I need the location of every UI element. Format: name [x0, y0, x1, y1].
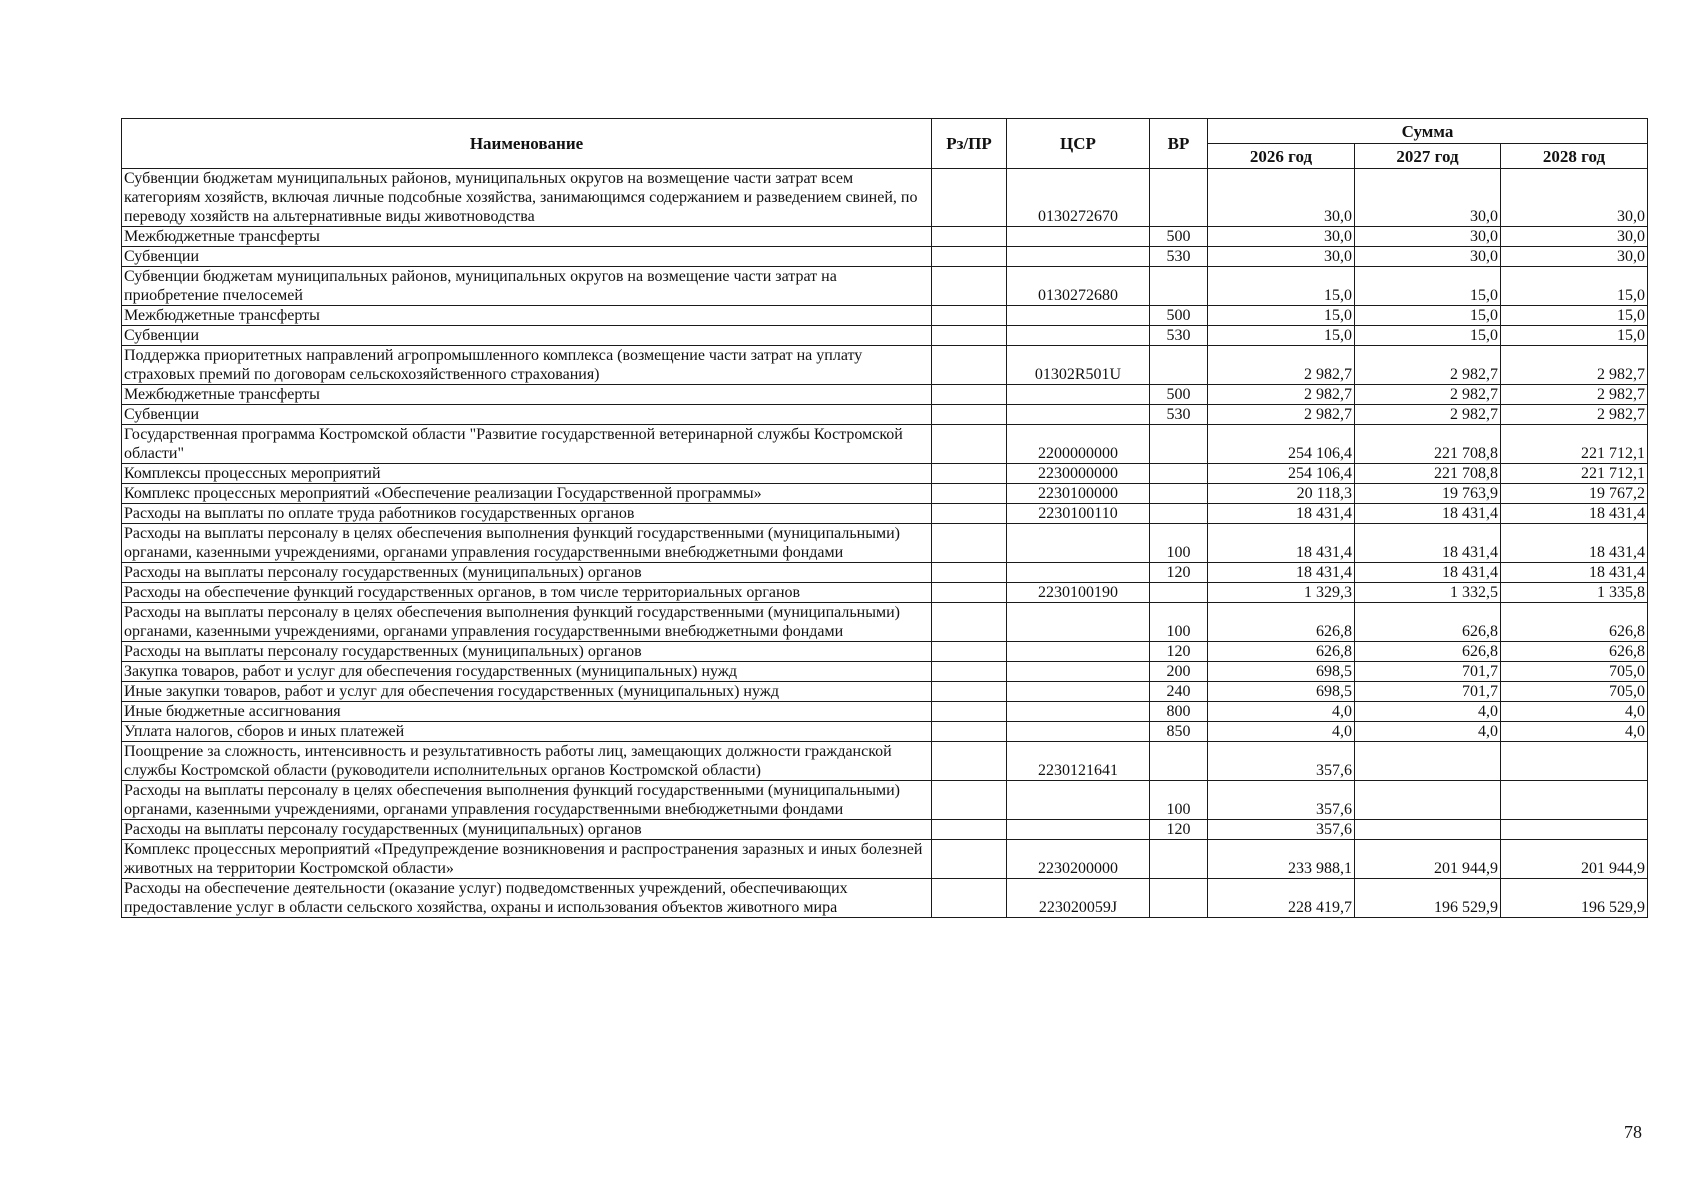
cell-amount-2027: 1 332,5	[1355, 583, 1501, 603]
cell-amount-2028: 15,0	[1501, 306, 1648, 326]
cell-csr	[1007, 385, 1150, 405]
cell-name: Субвенции	[122, 405, 932, 425]
cell-rz-pr	[932, 346, 1007, 385]
cell-amount-2026: 357,6	[1208, 781, 1355, 820]
cell-amount-2028: 626,8	[1501, 642, 1648, 662]
table-row	[122, 879, 1648, 918]
cell-vr: 500	[1150, 385, 1208, 405]
cell-rz-pr	[932, 385, 1007, 405]
cell-rz-pr	[932, 722, 1007, 742]
cell-csr	[1007, 306, 1150, 326]
table-row	[122, 267, 1648, 306]
cell-name: Уплата налогов, сборов и иных платежей	[122, 722, 932, 742]
cell-csr	[1007, 405, 1150, 425]
cell-name: Расходы на выплаты по оплате труда работников государственных органов	[122, 504, 932, 524]
cell-amount-2026: 626,8	[1208, 642, 1355, 662]
cell-vr: 500	[1150, 306, 1208, 326]
cell-csr: 2230100190	[1007, 583, 1150, 603]
cell-csr	[1007, 820, 1150, 840]
cell-rz-pr	[932, 326, 1007, 346]
cell-amount-2028: 19 767,2	[1501, 484, 1648, 504]
cell-amount-2026: 30,0	[1208, 227, 1355, 247]
cell-amount-2028	[1501, 820, 1648, 840]
header-year-2027: 2027 год	[1355, 144, 1501, 169]
cell-name: Поддержка приоритетных направлений агропромышленного комплекса (возмещение части затрат на уплату страховых премий по договорам сельскохозяйственного страхования)	[122, 346, 932, 385]
cell-amount-2026: 2 982,7	[1208, 346, 1355, 385]
cell-amount-2027: 2 982,7	[1355, 385, 1501, 405]
cell-amount-2026: 698,5	[1208, 682, 1355, 702]
cell-vr: 500	[1150, 227, 1208, 247]
cell-rz-pr	[932, 405, 1007, 425]
cell-amount-2028: 18 431,4	[1501, 563, 1648, 583]
cell-amount-2028: 201 944,9	[1501, 840, 1648, 879]
table-row	[122, 504, 1648, 524]
table-row	[122, 169, 1648, 227]
cell-name: Межбюджетные трансферты	[122, 385, 932, 405]
cell-amount-2028: 30,0	[1501, 169, 1648, 227]
cell-amount-2027: 15,0	[1355, 306, 1501, 326]
cell-rz-pr	[932, 306, 1007, 326]
cell-vr: 850	[1150, 722, 1208, 742]
cell-name: Закупка товаров, работ и услуг для обеспечения государственных (муниципальных) нужд	[122, 662, 932, 682]
cell-vr	[1150, 504, 1208, 524]
cell-amount-2028: 18 431,4	[1501, 524, 1648, 563]
cell-amount-2028: 2 982,7	[1501, 385, 1648, 405]
cell-amount-2027: 18 431,4	[1355, 524, 1501, 563]
cell-vr	[1150, 879, 1208, 918]
cell-amount-2026: 357,6	[1208, 742, 1355, 781]
cell-amount-2028: 221 712,1	[1501, 464, 1648, 484]
cell-amount-2027: 626,8	[1355, 642, 1501, 662]
cell-vr: 100	[1150, 524, 1208, 563]
header-year-2026: 2026 год	[1208, 144, 1355, 169]
cell-amount-2027: 15,0	[1355, 326, 1501, 346]
cell-amount-2027: 2 982,7	[1355, 405, 1501, 425]
table-row	[122, 346, 1648, 385]
table-row	[122, 662, 1648, 682]
cell-amount-2026: 2 982,7	[1208, 385, 1355, 405]
cell-rz-pr	[932, 840, 1007, 879]
cell-rz-pr	[932, 682, 1007, 702]
cell-csr	[1007, 781, 1150, 820]
cell-vr: 120	[1150, 820, 1208, 840]
cell-amount-2026: 15,0	[1208, 326, 1355, 346]
cell-amount-2026: 30,0	[1208, 247, 1355, 267]
cell-amount-2027: 19 763,9	[1355, 484, 1501, 504]
cell-rz-pr	[932, 879, 1007, 918]
table-row	[122, 464, 1648, 484]
table-row	[122, 227, 1648, 247]
cell-csr: 01302R501U	[1007, 346, 1150, 385]
cell-amount-2026: 1 329,3	[1208, 583, 1355, 603]
cell-amount-2027: 221 708,8	[1355, 425, 1501, 464]
cell-csr	[1007, 642, 1150, 662]
cell-amount-2026: 2 982,7	[1208, 405, 1355, 425]
cell-amount-2026: 15,0	[1208, 306, 1355, 326]
cell-csr: 2230200000	[1007, 840, 1150, 879]
cell-amount-2028: 705,0	[1501, 662, 1648, 682]
table-row	[122, 425, 1648, 464]
cell-rz-pr	[932, 267, 1007, 306]
cell-csr	[1007, 603, 1150, 642]
cell-csr: 2230000000	[1007, 464, 1150, 484]
cell-amount-2027: 626,8	[1355, 603, 1501, 642]
cell-amount-2027: 30,0	[1355, 247, 1501, 267]
cell-vr	[1150, 484, 1208, 504]
cell-rz-pr	[932, 781, 1007, 820]
cell-amount-2027	[1355, 781, 1501, 820]
cell-rz-pr	[932, 563, 1007, 583]
cell-amount-2028: 30,0	[1501, 247, 1648, 267]
table-row	[122, 563, 1648, 583]
cell-amount-2026: 254 106,4	[1208, 464, 1355, 484]
cell-name: Расходы на обеспечение функций государственных органов, в том числе территориальных органов	[122, 583, 932, 603]
cell-vr: 120	[1150, 642, 1208, 662]
cell-rz-pr	[932, 642, 1007, 662]
cell-rz-pr	[932, 504, 1007, 524]
cell-csr: 2230121641	[1007, 742, 1150, 781]
cell-rz-pr	[932, 425, 1007, 464]
cell-amount-2027: 30,0	[1355, 227, 1501, 247]
cell-csr: 2200000000	[1007, 425, 1150, 464]
cell-vr	[1150, 267, 1208, 306]
table-row	[122, 820, 1648, 840]
table-row	[122, 405, 1648, 425]
table-row	[122, 583, 1648, 603]
cell-name: Субвенции бюджетам муниципальных районов, муниципальных округов на возмещение части затрат на приобретение пчелосемей	[122, 267, 932, 306]
cell-vr	[1150, 583, 1208, 603]
cell-amount-2028: 15,0	[1501, 267, 1648, 306]
cell-csr	[1007, 247, 1150, 267]
cell-csr: 2230100000	[1007, 484, 1150, 504]
cell-amount-2026: 18 431,4	[1208, 563, 1355, 583]
cell-amount-2028: 221 712,1	[1501, 425, 1648, 464]
cell-vr: 240	[1150, 682, 1208, 702]
cell-vr: 530	[1150, 247, 1208, 267]
cell-rz-pr	[932, 169, 1007, 227]
cell-name: Иные закупки товаров, работ и услуг для обеспечения государственных (муниципальных) нужд	[122, 682, 932, 702]
cell-rz-pr	[932, 662, 1007, 682]
header-row-top	[122, 119, 1648, 144]
table-row	[122, 603, 1648, 642]
header-vr: ВР	[1150, 119, 1208, 169]
cell-amount-2028: 4,0	[1501, 722, 1648, 742]
table-row	[122, 385, 1648, 405]
cell-rz-pr	[932, 603, 1007, 642]
cell-csr	[1007, 563, 1150, 583]
cell-vr: 800	[1150, 702, 1208, 722]
cell-csr	[1007, 524, 1150, 563]
cell-amount-2026: 20 118,3	[1208, 484, 1355, 504]
cell-rz-pr	[932, 227, 1007, 247]
cell-amount-2026: 228 419,7	[1208, 879, 1355, 918]
cell-csr	[1007, 662, 1150, 682]
cell-rz-pr	[932, 247, 1007, 267]
cell-amount-2028: 2 982,7	[1501, 405, 1648, 425]
header-rz-pr: Рз/ПР	[932, 119, 1007, 169]
cell-amount-2028: 196 529,9	[1501, 879, 1648, 918]
page-number: 78	[1624, 1122, 1642, 1142]
budget-table	[121, 118, 1648, 918]
cell-amount-2027: 221 708,8	[1355, 464, 1501, 484]
cell-name: Комплекс процессных мероприятий «Предупреждение возникновения и распространения заразных и иных болезней животных на территории Костромской области»	[122, 840, 932, 879]
cell-name: Иные бюджетные ассигнования	[122, 702, 932, 722]
cell-amount-2026: 18 431,4	[1208, 524, 1355, 563]
cell-name: Расходы на выплаты персоналу государственных (муниципальных) органов	[122, 642, 932, 662]
cell-amount-2027	[1355, 820, 1501, 840]
cell-rz-pr	[932, 484, 1007, 504]
cell-name: Расходы на обеспечение деятельности (оказание услуг) подведомственных учреждений, обеспечивающих предоставление услуг в области сельского хозяйства, охраны и использования объектов животного мира	[122, 879, 932, 918]
table-row	[122, 247, 1648, 267]
cell-amount-2027	[1355, 742, 1501, 781]
cell-csr: 2230100110	[1007, 504, 1150, 524]
cell-name: Расходы на выплаты персоналу в целях обеспечения выполнения функций государственными (муниципальными) органами, казенными учреждениями, органами управления государственными внебюджетными фондами	[122, 524, 932, 563]
cell-vr	[1150, 169, 1208, 227]
cell-name: Комплекс процессных мероприятий «Обеспечение реализации Государственной программы»	[122, 484, 932, 504]
cell-vr	[1150, 742, 1208, 781]
cell-name: Государственная программа Костромской области "Развитие государственной ветеринарной службы Костромской области"	[122, 425, 932, 464]
cell-csr	[1007, 722, 1150, 742]
cell-name: Расходы на выплаты персоналу государственных (муниципальных) органов	[122, 820, 932, 840]
cell-amount-2026: 626,8	[1208, 603, 1355, 642]
cell-name: Субвенции бюджетам муниципальных районов, муниципальных округов на возмещение части затрат всем категориям хозяйств, включая личные подсобные хозяйства, занимающимся содержанием и разведением свиней, по переводу хозяйств на альтернативные виды животноводства	[122, 169, 932, 227]
cell-amount-2027: 196 529,9	[1355, 879, 1501, 918]
table-row	[122, 642, 1648, 662]
header-csr: ЦСР	[1007, 119, 1150, 169]
cell-vr: 100	[1150, 603, 1208, 642]
cell-rz-pr	[932, 524, 1007, 563]
cell-csr: 223020059J	[1007, 879, 1150, 918]
table-row	[122, 781, 1648, 820]
cell-name: Поощрение за сложность, интенсивность и результативность работы лиц, замещающих должности гражданской службы Костромской области (руководители исполнительных органов Костромской области)	[122, 742, 932, 781]
cell-vr	[1150, 464, 1208, 484]
cell-name: Межбюджетные трансферты	[122, 306, 932, 326]
cell-name: Расходы на выплаты персоналу государственных (муниципальных) органов	[122, 563, 932, 583]
table-row	[122, 682, 1648, 702]
cell-amount-2026: 4,0	[1208, 702, 1355, 722]
cell-amount-2027: 701,7	[1355, 682, 1501, 702]
cell-vr: 530	[1150, 326, 1208, 346]
cell-amount-2028: 1 335,8	[1501, 583, 1648, 603]
cell-amount-2026: 18 431,4	[1208, 504, 1355, 524]
cell-amount-2027: 701,7	[1355, 662, 1501, 682]
table-row	[122, 326, 1648, 346]
cell-rz-pr	[932, 583, 1007, 603]
cell-name: Расходы на выплаты персоналу в целях обеспечения выполнения функций государственными (муниципальными) органами, казенными учреждениями, органами управления государственными внебюджетными фондами	[122, 781, 932, 820]
cell-name: Субвенции	[122, 326, 932, 346]
cell-amount-2028: 4,0	[1501, 702, 1648, 722]
header-year-2028: 2028 год	[1501, 144, 1648, 169]
table-row	[122, 484, 1648, 504]
cell-vr: 200	[1150, 662, 1208, 682]
cell-amount-2028: 30,0	[1501, 227, 1648, 247]
cell-csr: 0130272680	[1007, 267, 1150, 306]
table-row	[122, 306, 1648, 326]
table-row	[122, 702, 1648, 722]
cell-amount-2026: 357,6	[1208, 820, 1355, 840]
cell-amount-2028	[1501, 742, 1648, 781]
cell-vr	[1150, 425, 1208, 464]
cell-amount-2027: 15,0	[1355, 267, 1501, 306]
cell-amount-2027: 2 982,7	[1355, 346, 1501, 385]
cell-amount-2028: 626,8	[1501, 603, 1648, 642]
cell-rz-pr	[932, 742, 1007, 781]
cell-amount-2026: 30,0	[1208, 169, 1355, 227]
cell-amount-2027: 201 944,9	[1355, 840, 1501, 879]
header-summa: Сумма	[1208, 119, 1648, 144]
cell-vr: 100	[1150, 781, 1208, 820]
cell-amount-2028: 705,0	[1501, 682, 1648, 702]
table-row	[122, 722, 1648, 742]
cell-amount-2027: 4,0	[1355, 702, 1501, 722]
cell-amount-2026: 15,0	[1208, 267, 1355, 306]
cell-csr	[1007, 702, 1150, 722]
cell-amount-2027: 30,0	[1355, 169, 1501, 227]
table-body	[122, 169, 1648, 918]
cell-vr	[1150, 840, 1208, 879]
cell-vr: 530	[1150, 405, 1208, 425]
cell-name: Межбюджетные трансферты	[122, 227, 932, 247]
cell-vr	[1150, 346, 1208, 385]
cell-amount-2028: 2 982,7	[1501, 346, 1648, 385]
cell-name: Расходы на выплаты персоналу в целях обеспечения выполнения функций государственными (муниципальными) органами, казенными учреждениями, органами управления государственными внебюджетными фондами	[122, 603, 932, 642]
cell-name: Комплексы процессных мероприятий	[122, 464, 932, 484]
cell-rz-pr	[932, 820, 1007, 840]
table-row	[122, 524, 1648, 563]
cell-amount-2026: 233 988,1	[1208, 840, 1355, 879]
cell-vr: 120	[1150, 563, 1208, 583]
cell-amount-2028: 15,0	[1501, 326, 1648, 346]
cell-amount-2026: 698,5	[1208, 662, 1355, 682]
cell-csr	[1007, 326, 1150, 346]
cell-name: Субвенции	[122, 247, 932, 267]
cell-csr	[1007, 227, 1150, 247]
cell-amount-2027: 18 431,4	[1355, 504, 1501, 524]
cell-amount-2028	[1501, 781, 1648, 820]
cell-amount-2026: 4,0	[1208, 722, 1355, 742]
cell-rz-pr	[932, 702, 1007, 722]
cell-amount-2027: 4,0	[1355, 722, 1501, 742]
table-row	[122, 742, 1648, 781]
cell-csr: 0130272670	[1007, 169, 1150, 227]
cell-rz-pr	[932, 464, 1007, 484]
cell-csr	[1007, 682, 1150, 702]
cell-amount-2028: 18 431,4	[1501, 504, 1648, 524]
table-row	[122, 840, 1648, 879]
cell-amount-2027: 18 431,4	[1355, 563, 1501, 583]
header-name: Наименование	[122, 119, 932, 169]
cell-amount-2026: 254 106,4	[1208, 425, 1355, 464]
